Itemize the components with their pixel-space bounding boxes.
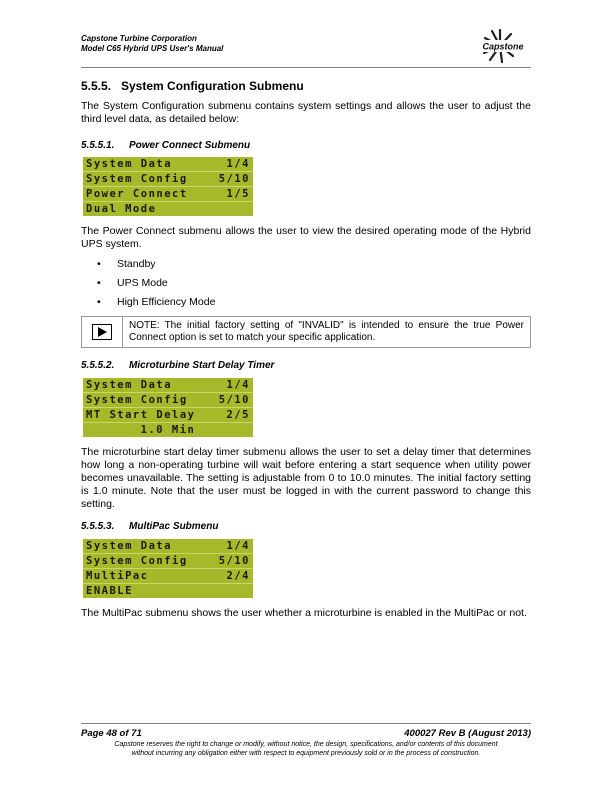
list-item: • High Efficiency Mode [97,296,216,308]
footer-disclaimer [81,740,531,758]
company-name: Capstone Turbine Corporation [81,34,197,43]
lcd-row: MultiPac 2/4 [83,569,253,584]
lcd-display-start-delay [83,378,253,437]
note-icon-cell [82,317,123,347]
lcd-row: System Config 5/10 [83,554,253,569]
footer-rule [81,723,531,724]
lcd-row: 1.0 Min [140,424,196,436]
disclaimer-line: Capstone reserves the right to change or modify, without notice, the design, specifications, and/or contents of this document [114,741,498,748]
lcd-row: Dual Mode [86,203,157,215]
note-text: NOTE: The initial factory setting of "INVALID" is intended to ensure the true Power Connect option is set to match your specific application. [129,320,524,343]
play-arrow-icon [92,324,112,340]
lcd-display-multipac [83,539,253,598]
manual-title: Model C65 Hybrid UPS User's Manual [81,44,224,53]
subsection-heading-power-connect [81,140,250,151]
document-revision: 400027 Rev B (August 2013) [404,728,531,739]
start-delay-description: The microturbine start delay timer submenu allows the user to set a delay timer that determines how long a non-operating turbine will wait before entering a start sequence when utility power becomes unavailable. The setting is adjustable from 0 to 10.0 minutes. The initial factory setting is 1.0 minute. Note that the user must be logged in with the current password to change this setting. [81,446,531,510]
logo-wordmark: Capstone [482,41,524,52]
power-connect-options [97,258,215,315]
section-title: System Configuration Submenu [121,79,304,93]
list-item: • UPS Mode [97,277,168,289]
subsection-title: Microturbine Start Delay Timer [129,360,275,371]
lcd-display-power-connect [83,157,253,216]
subsection-number: 5.5.5.2. [81,360,115,371]
page-header [81,34,531,54]
lcd-row: System Config 5/10 [83,172,253,187]
section-number: 5.5.5. [81,79,112,93]
header-rule [81,67,531,68]
power-connect-description: The Power Connect submenu allows the user to view the desired operating mode of the Hybrid UPS system. [81,225,531,250]
lcd-row: System Config 5/10 [83,393,253,408]
capstone-logo [469,26,531,66]
subsection-number: 5.5.5.3. [81,521,115,532]
subsection-number: 5.5.5.1. [81,140,115,151]
section-heading [81,79,304,93]
subsection-heading-multipac [81,521,218,532]
list-item: • Standby [97,258,156,270]
section-intro: The System Configuration submenu contains system settings and allows the user to adjust the third level data, as detailed below: [81,100,531,125]
lcd-row: System Data 1/4 [83,539,253,554]
lcd-row: ENABLE [86,585,133,597]
subsection-title: MultiPac Submenu [129,521,219,532]
page-number: Page 48 of 71 [81,728,142,739]
multipac-description: The MultiPac submenu shows the user whether a microturbine is enabled in the MultiPac or not. [81,607,527,619]
note-box [81,316,531,348]
disclaimer-line: without incurring any obligation either with respect to equipment previously sold or in the process of construction. [131,750,481,757]
lcd-row: System Data 1/4 [83,157,253,172]
capstone-logo-icon [469,26,531,66]
subsection-heading-start-delay [81,360,274,371]
lcd-row: System Data 1/4 [83,378,253,393]
subsection-title: Power Connect Submenu [129,140,251,151]
lcd-row: MT Start Delay 2/5 [83,408,253,423]
lcd-row: Power Connect 1/5 [83,187,253,202]
